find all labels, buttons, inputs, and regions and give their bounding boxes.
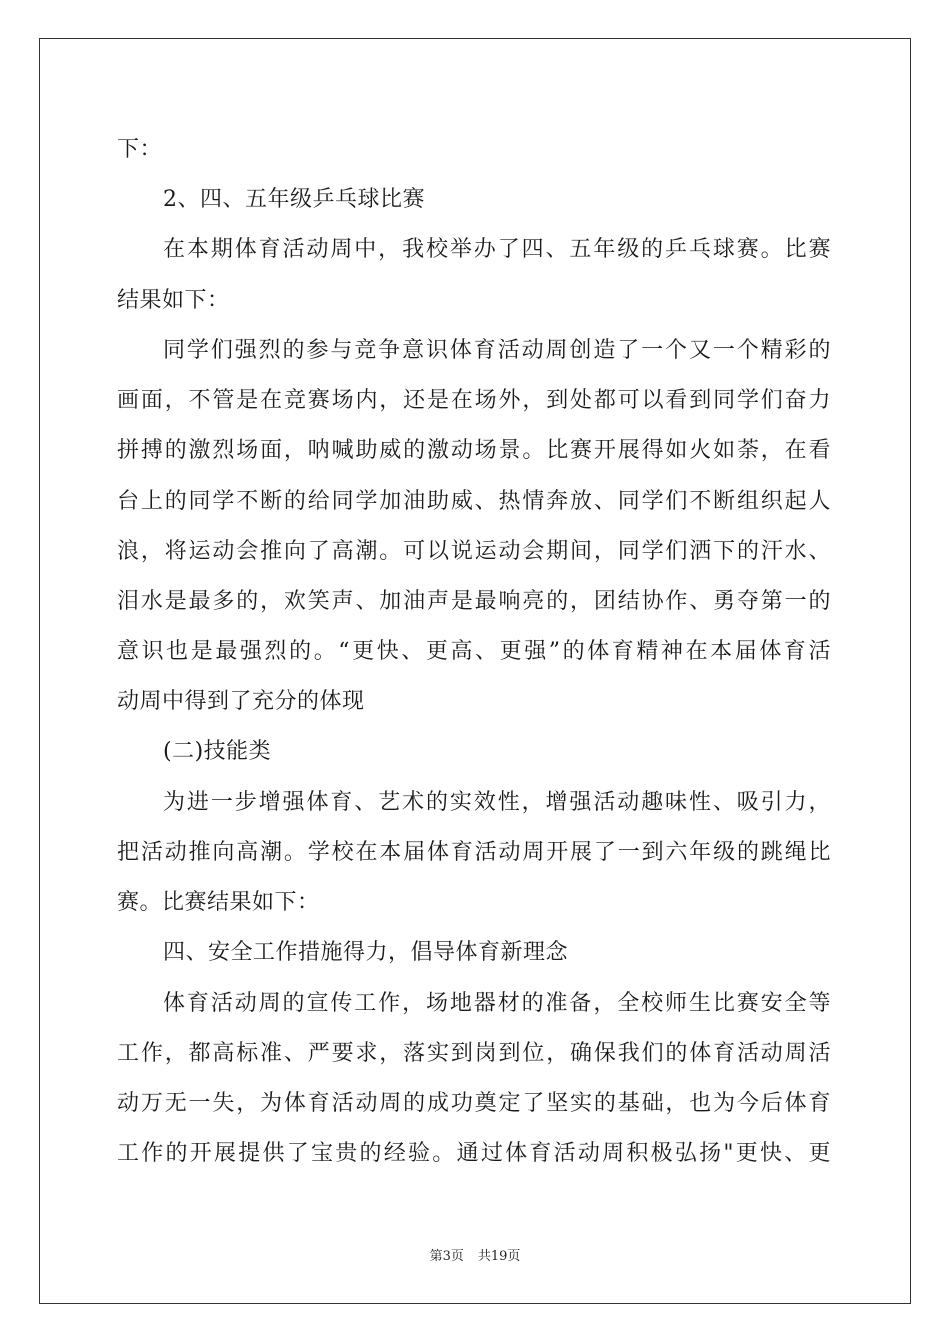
text-line: 动万无一失，为体育活动周的成功奠定了坚实的基础，也为今后体育 [117,1091,831,1116]
page-footer [0,1248,950,1266]
section-heading: (二)技能类 [163,739,272,764]
text-line: 为进一步增强体育、艺术的实效性，增强活动趣味性、吸引力， [163,790,831,815]
page-number: 第3页 [429,1249,464,1264]
text-line: 意识也是最强烈的。“更快、更高、更强”的体育精神在本届体育活 [117,639,831,664]
text-line: 工作的开展提供了宝贵的经验。通过体育活动周积极弘扬"更快、更 [117,1141,831,1166]
text-line: 泪水是最多的，欢笑声、加油声是最响亮的，团结协作、勇夺第一的 [117,589,831,614]
text-line: 动周中得到了充分的体现 [117,689,365,714]
text-line: 同学们强烈的参与竞争意识体育活动周创造了一个又一个精彩的 [163,338,831,363]
text-line: 下： [117,137,163,162]
page-total: 共19页 [477,1249,521,1264]
text-line: 在本期体育活动周中，我校举办了四、五年级的乒乓球赛。比赛 [163,237,831,262]
text-line: 结果如下： [117,288,230,313]
text-line: 体育活动周的宣传工作，场地器材的准备，全校师生比赛安全等 [163,991,831,1016]
section-heading: 2、四、五年级乒乓球比赛 [163,187,425,212]
text-line: 台上的同学不断的给同学加油助威、热情奔放、同学们不断组织起人 [117,489,831,514]
text-line: 画面，不管是在竞赛场内，还是在场外，到处都可以看到同学们奋力 [117,388,831,413]
section-heading: 四、安全工作措施得力，倡导体育新理念 [163,940,569,965]
text-line: 浪，将运动会推向了高潮。可以说运动会期间，同学们洒下的汗水、 [117,539,831,564]
text-line: 把活动推向高潮。学校在本届体育活动周开展了一到六年级的跳绳比 [117,840,831,865]
text-line: 工作，都高标准、严要求，落实到岗到位，确保我们的体育活动周活 [117,1041,831,1066]
text-line: 赛。比赛结果如下： [117,890,320,915]
text-line: 拼搏的激烈场面，呐喊助威的激动场景。比赛开展得如火如荼，在看 [117,438,831,463]
